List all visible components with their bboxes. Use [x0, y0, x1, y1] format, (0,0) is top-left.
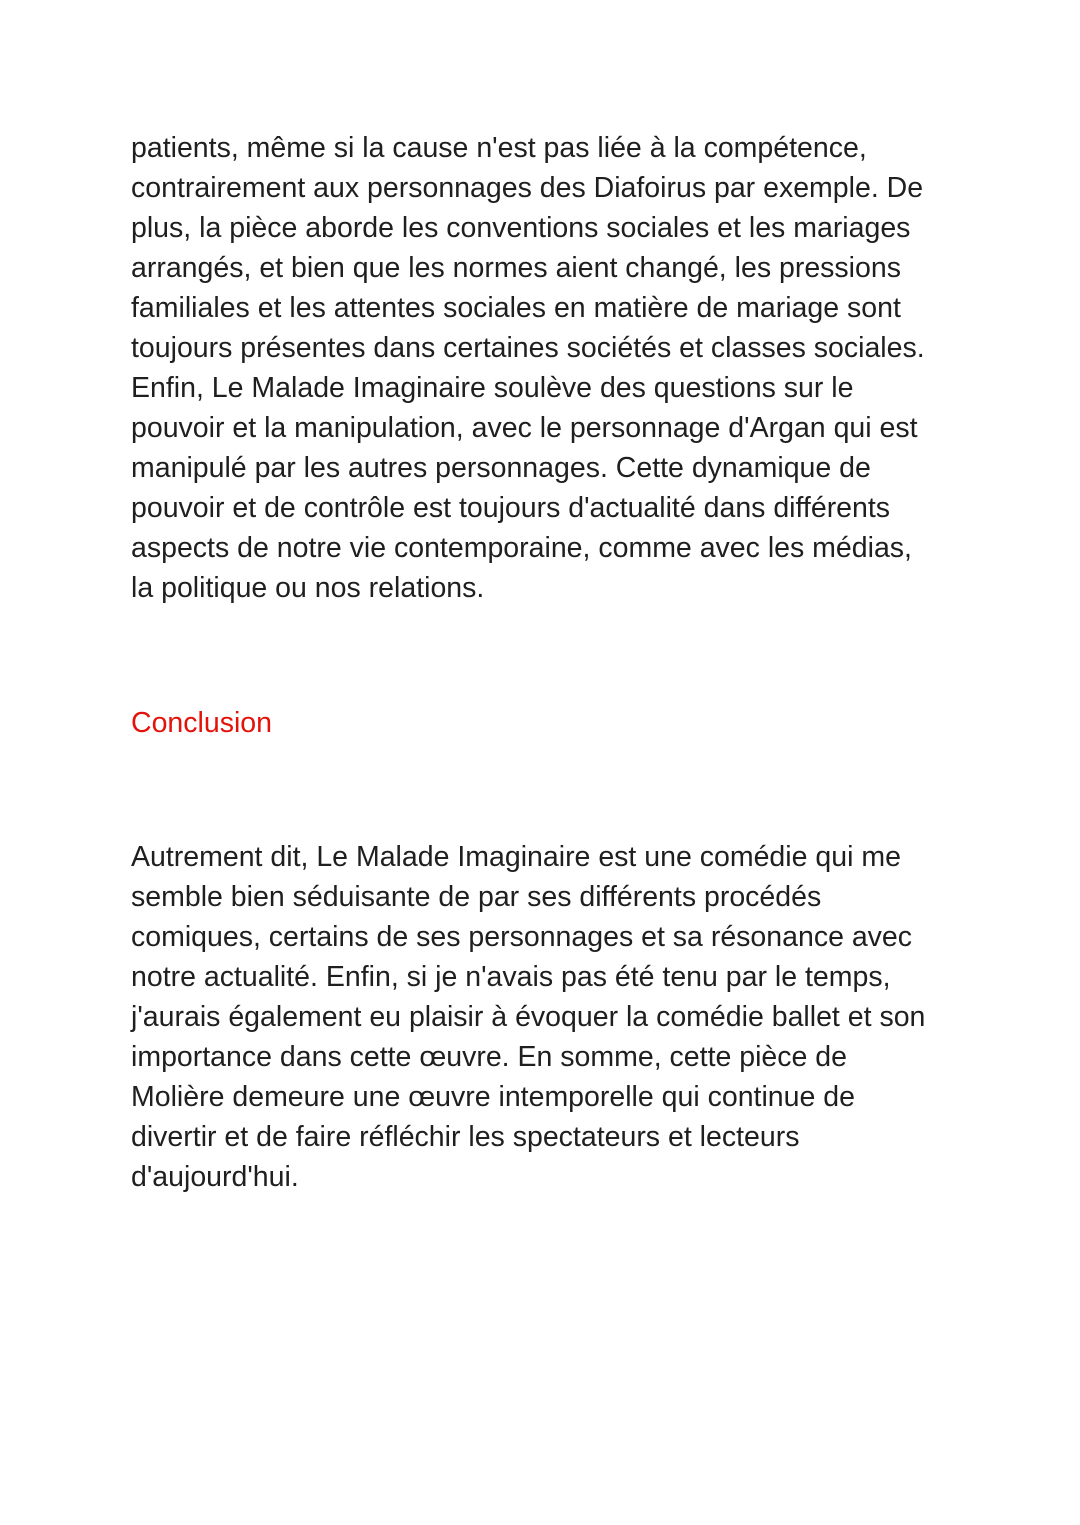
paragraph-line: aspects de notre vie contemporaine, comme avec les médias,: [131, 532, 912, 564]
conclusion-heading: Conclusion: [131, 707, 272, 739]
paragraph-line: importance dans cette œuvre. En somme, cette pièce de: [131, 1041, 848, 1073]
paragraph-line: j'aurais également eu plaisir à évoquer la comédie ballet et son: [131, 1001, 926, 1033]
paragraph-line: notre actualité. Enfin, si je n'avais pas été tenu par le temps,: [131, 961, 891, 993]
paragraph-line: toujours présentes dans certaines sociétés et classes sociales.: [131, 332, 925, 364]
paragraph-line: Autrement dit, Le Malade Imaginaire est une comédie qui me: [131, 841, 901, 873]
paragraph-line: pouvoir et de contrôle est toujours d'actualité dans différents: [131, 492, 891, 524]
paragraph-line: d'aujourd'hui.: [131, 1161, 299, 1193]
paragraph-line: Molière demeure une œuvre intemporelle qui continue de: [131, 1081, 855, 1113]
paragraph-line: semble bien séduisante de par ses différents procédés: [131, 881, 822, 913]
paragraph-line: comiques, certains de ses personnages et sa résonance avec: [131, 921, 913, 953]
paragraph-line: la politique ou nos relations.: [131, 572, 485, 604]
paragraph-line: familiales et les attentes sociales en matière de mariage sont: [131, 292, 901, 324]
paragraph-line: manipulé par les autres personnages. Cette dynamique de: [131, 452, 871, 484]
paragraph-line: contrairement aux personnages des Diafoirus par exemple. De: [131, 172, 924, 204]
paragraph-line: patients, même si la cause n'est pas liée à la compétence,: [131, 132, 867, 164]
paragraph-line: pouvoir et la manipulation, avec le personnage d'Argan qui est: [131, 412, 918, 444]
paragraph-line: plus, la pièce aborde les conventions sociales et les mariages: [131, 212, 911, 244]
paragraph-line: divertir et de faire réfléchir les spectateurs et lecteurs: [131, 1121, 800, 1153]
paragraph-line: Enfin, Le Malade Imaginaire soulève des questions sur le: [131, 372, 854, 404]
paragraph-line: arrangés, et bien que les normes aient changé, les pressions: [131, 252, 901, 284]
